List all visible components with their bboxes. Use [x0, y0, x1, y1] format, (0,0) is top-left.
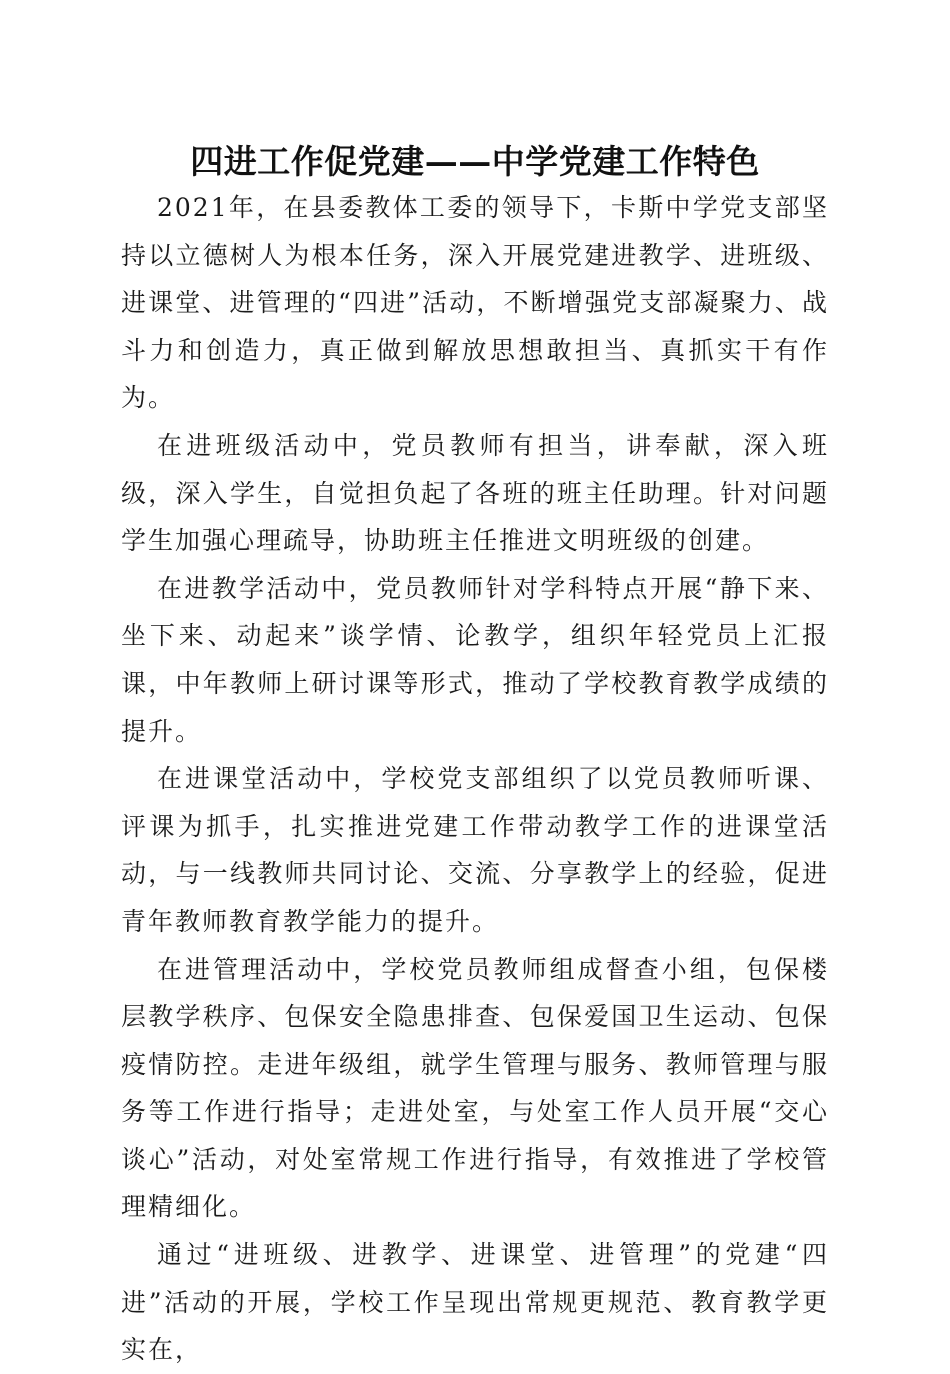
paragraph-summary: 通过“进班级、进教学、进课堂、进管理”的党建“四进”活动的开展，学校工作呈现出常规更规范、教育教学更实在， — [121, 1240, 829, 1365]
paragraph-teaching: 在进教学活动中，党员教师针对学科特点开展“静下来、坐下来、动起来”谈学情、论教学，组织年轻党员上汇报课，中年教师上研讨课等形式，推动了学校教育教学成绩的提升。 — [121, 573, 829, 746]
paragraph-classroom: 在进课堂活动中，学校党支部组织了以党员教师听课、评课为抓手，扎实推进党建工作带动教学工作的进课堂活动，与一线教师共同讨论、交流、分享教学上的经验，促进青年教师教育教学能力的提升。 — [121, 764, 829, 936]
paragraph-intro: 2021年，在县委教体工委的领导下，卡斯中学党支部坚持以立德树人为根本任务，深入开展党建进教学、进班级、进课堂、进管理的“四进”活动，不断增强党支部凝聚力、战斗力和创造力，真正做到解放思想敢担当、真抓实干有作为。 — [121, 193, 829, 413]
document-title: 四进工作促党建——中学党建工作特色 — [190, 142, 760, 181]
paragraph-class: 在进班级活动中，党员教师有担当，讲奉献，深入班级，深入学生，自觉担负起了各班的班主任助理。针对问题学生加强心理疏导，协助班主任推进文明班级的创建。 — [121, 430, 829, 556]
paragraph-management: 在进管理活动中，学校党员教师组成督查小组，包保楼层教学秩序、包保安全隐患排查、包保爱国卫生运动、包保疫情防控。走进年级组，就学生管理与服务、教师管理与服务等工作进行指导；走进处室，与处室工作人员开展“交心谈心”活动，对处室常规工作进行指导，有效推进了学校管理精细化。 — [121, 954, 829, 1222]
document-body — [121, 184, 829, 1374]
